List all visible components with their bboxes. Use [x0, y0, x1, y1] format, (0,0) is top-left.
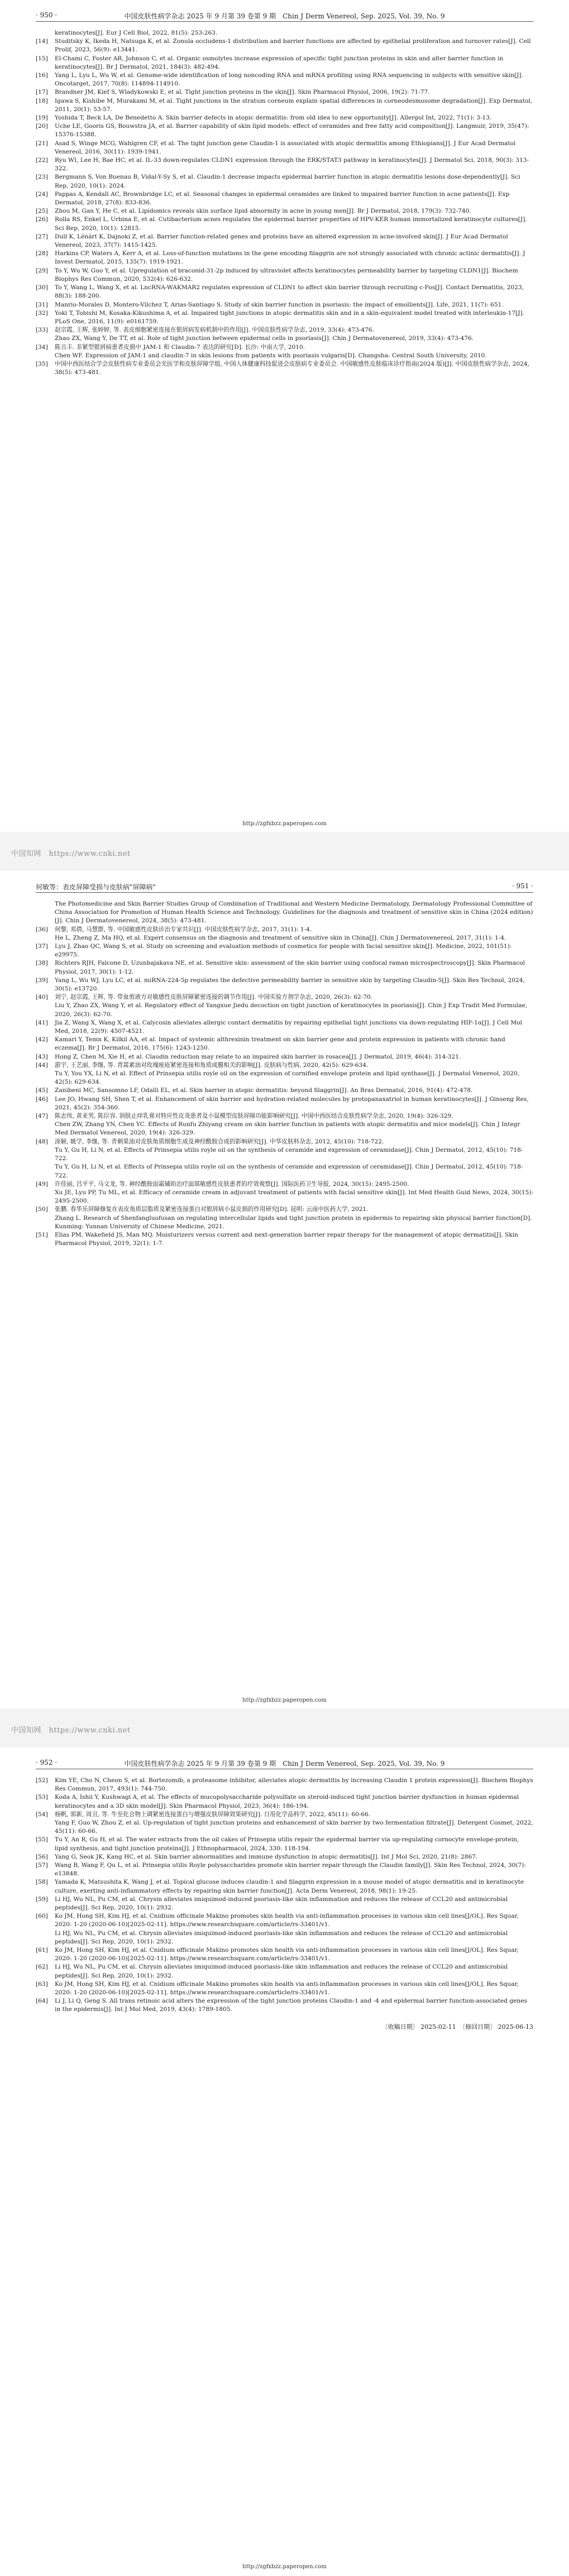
reference-entry: [36, 173, 533, 190]
reference-number: [33]: [36, 327, 48, 334]
running-header: [36, 1758, 533, 1769]
reference-number: [42]: [36, 1036, 48, 1043]
reference-number: [23]: [36, 174, 48, 181]
reference-entry: [36, 1205, 533, 1214]
reference-entry: [36, 190, 533, 207]
reference-text: 陈丑丰. 非紧型银屑病患者皮损中 JAM-1 和 Claudin-7 表达的研究[D]. 长沙: 中南大学, 2010.: [55, 343, 305, 351]
reference-entry: [36, 1053, 533, 1061]
reference-number: [27]: [36, 233, 48, 240]
reference-number: [54]: [36, 1811, 48, 1818]
reference-entry: [36, 900, 533, 926]
reference-text: 何黎, 邓倩, 马慧群, 等. 中国敏感性皮肤诊治专家共识[J]. 中国皮肤性病学杂志, 2017, 31(1): 1-4.: [55, 926, 312, 933]
reference-text: 张鹏. 春华乐屏障修复在表皮角质层脂质及紧密连接蛋白对银屑病小鼠皮损的作用研究[D]. 昆明: 云南中医药大学, 2021.: [55, 1206, 369, 1213]
reference-text: Bergmann S, Von Buenau B, Vidal-Y-Sy S, et al. Claudin-1 decrease impacts epidermal barrier function in atopic dermatitis lesions dose-dependently[J]. Sci Rep, 2020, 10(1): 2024.: [55, 174, 520, 189]
reference-entry: [36, 1070, 533, 1086]
reference-number: [47]: [36, 1113, 48, 1120]
reference-entry: [36, 1946, 533, 1963]
reference-entry: [36, 942, 533, 959]
reference-number: [55]: [36, 1836, 48, 1844]
reference-number: [24]: [36, 190, 48, 198]
reference-number: [36]: [36, 926, 48, 933]
reference-entry: [36, 1836, 533, 1852]
reference-text: El-Chami C, Foster AR, Johnson C, et al. Organic osmolytes increase expression of specific tight junction proteins in skin and alter barrier function in keratinocytes[J]. Br J Dermatol, 2021, 184(3): 482-494.: [55, 55, 504, 70]
reference-list: [36, 29, 533, 377]
reference-entry: [36, 1912, 533, 1929]
running-header: [36, 881, 533, 893]
reference-text: Lyu J, Zhao QC, Wang S, et al. Study on screening and evaluation methods of cosmetics for people with facial sensitive skin[J]. Medicine, 2022, 101(51): e29975.: [55, 943, 512, 959]
reference-number: [64]: [36, 1998, 48, 2005]
reference-text: Ko JM, Hong SH, Kim HJ, et al. Cnidium officinale Makino promotes skin health via anti-inflammation processes in various skin cell lines[J/OL]. Res Squar, 2020: 1-20 (2020-06-10)[2025-02-11]. https://www.researchsquare.com/article/rs-33401/v1.: [55, 1980, 519, 1996]
reference-entry: [36, 88, 533, 97]
reference-text: Yang L, Lyu L, Wu W, et al. Genome-wide identification of long noncoding RNA and mRNA profiling using RNA sequencing in subjects with sensitive skin[J]. Oncotarget, 2017, 70(8): 114894-114910.: [55, 72, 523, 88]
reference-entry: [36, 97, 533, 114]
reference-entry: [36, 309, 533, 326]
reference-entry: [36, 1146, 533, 1163]
reference-number: [53]: [36, 1794, 48, 1801]
reference-text: Pappas A, Kendall AC, Brownbridge LC, et al. Seasonal changes in epidermal ceramides are linked to impaired barrier function in acne patients[J]. Exp Dermatol, 2018, 27(8): 833-836.: [55, 190, 510, 207]
reference-text: Zanibeni MC, Sansomno LF, Odalli EL, et al. Skin barrier in atopic dermatitis: beyond filaggrin[J]. An Bras Dermatol, 2016, 91(4): 472-478.: [55, 1087, 473, 1094]
reference-entry: [36, 959, 533, 976]
reference-number: [62]: [36, 1964, 48, 1971]
reference-text: He L, Zheng Z, Ma HQ, et al. Expert consensus on the diagnosis and treatment of sensitive skin in China[J]. Chin J Dermatovenereol, 2017, 31(1): 1-4.: [55, 934, 506, 941]
reference-entry: [36, 207, 533, 216]
reference-text: Yang L, Wu WJ, Lyu LC, et al. miRNA-224-5p regulates the defective permeability barrier in sensitive skin by targeting Claudin-5[J]. Skin Res Technol, 2024, 30(5): e13720.: [55, 976, 525, 993]
reference-number: [38]: [36, 960, 48, 967]
reference-number: [44]: [36, 1061, 48, 1069]
reference-entry: [36, 216, 533, 232]
reference-text: Koda A, Ishii Y, Kushwagi A, et al. The effects of mucopolysaccharide polysulfate on steroid-induced tight junction barrier dysfunction in human epidermal keratinocytes and a 3D skin model[J]. Skin Pharmacol Physiol, 2023, 36(4): 186-194.: [55, 1794, 519, 1809]
page-gap: [0, 1708, 569, 1747]
reference-entry: [36, 352, 533, 360]
reference-entry: [36, 360, 533, 377]
reference-text: Kamari Y, Temn K, Kilkil AA, et al. Impact of systemic althrexinin treatment on skin barrier gene and protein expression in patients with chronic hand eczema[J]. Br J Dermatol, 2016, 175(6): 1243-1250.: [55, 1036, 505, 1052]
reference-number: [52]: [36, 1777, 48, 1784]
reference-text: Tu Y, Gu H, Li N, et al. Effects of Prinsepia utilis royle oil on the synthesis of ceramide and expression of ceramidase[J]. Chin J Dermatol, 2012, 45(10): 718-722.: [55, 1163, 523, 1179]
reference-number: [20]: [36, 123, 48, 130]
reference-text: To Y, Wu W, Guo Y, et al. Upregulation of braconid-31-2p induced by ultraviolet affects keratinocytes permeability barrier by targeting CLDN1[J]. Biochem Biophys Res Commun, 2020, 532(4): 626-632.: [55, 267, 518, 283]
reference-number: [40]: [36, 994, 48, 1001]
reference-entry: [36, 1061, 533, 1070]
page-952: [0, 1747, 569, 2576]
reference-text: Manrio-Morales D, Montero-Vilchez T, Arias-Santiago S. Study of skin barrier function in psoriasis: the impact of emollients[J]. Life, 2021, 11(7): 651.: [55, 301, 504, 308]
reference-text: Studitsky K, Ikeda H, Natsuga K, et al. Zonula occludens-1 distribution and barrier functions are affected by epithelial proliferation and turnover rates[J]. Cell Prolif, 2023, 56(9): e13441.: [55, 38, 531, 54]
reference-number: [17]: [36, 89, 48, 96]
reference-text: Tu Y, An R, Gu H, et al. The water extracts from the oil cakes of Prinsepia utilis repair the epidermal barrier via up-regulating cornocyte envelope-protein, lipid synthesis, and tight junction proteins[J]. J Ethnopharmacol, 2024, 330: 118-194.: [55, 1836, 519, 1852]
reference-entry: [36, 122, 533, 139]
reference-entry: [36, 1019, 533, 1036]
reference-text: Li HJ, Wu NL, Pu CM, et al. Chrysin alleviates imiquimod-induced psoriasis-like skin inflammation and reduces the release of CCL20 and antimicrobial peptides[J]. Sci Rep, 2020, 10(1): 2932.: [55, 1895, 508, 1912]
reference-text: The Photomedicine and Skin Barrier Studies Group of Combination of Traditional and Western Medicine Dermatology, Dermatology Professional Committee of China Association for Promotion of Human Health Science and Technology. Guidelines for the diagnosis and treatment of sensitive skin in China (2024 edition)[J]. Chin J Dermatovenereol, 2024, 38(5): 473-481.: [55, 901, 533, 925]
reference-text: Yang G, Seok JK, Kang HC, et al. Skin barrier abnormalities and immune dysfunction in atopic dermatitis[J]. Int J Mol Sci, 2020, 21(8): 2867.: [55, 1853, 478, 1860]
reference-entry: [36, 250, 533, 266]
reference-number: [39]: [36, 976, 48, 984]
reference-text: keratinocytes[J]. Eur J Cell Biol, 2022, 81(5): 253-263.: [55, 30, 218, 36]
reference-number: [37]: [36, 943, 48, 950]
reference-entry: [36, 1777, 533, 1793]
reference-number: [59]: [36, 1895, 48, 1903]
reference-entry: [36, 29, 533, 37]
reference-number: [16]: [36, 72, 48, 79]
reference-entry: [36, 1002, 533, 1018]
reference-number: [61]: [36, 1947, 48, 1954]
reference-entry: [36, 934, 533, 942]
reference-text: Chen WF. Expression of JAM-1 and claudin-7 in skin lesions from patients with psoriasis vulgaris[D]. Changsha: Central South University, 2010.: [55, 352, 487, 359]
reference-number: [25]: [36, 208, 48, 215]
reference-text: Tu Y, You YX, Li N, et al. Effect of Prinsepia utilis royle oil on the expression of cornified envelope protein and lipid synthase[J]. J Dermatol Venereol, 2020, 42(5): 629-634.: [55, 1070, 520, 1086]
reference-entry: [36, 334, 533, 343]
reference-entry: [36, 1895, 533, 1912]
reference-number: [26]: [36, 216, 48, 223]
reference-text: Ko JM, Hong SH, Kim HJ, et al. Cnidium officinale Makino promotes skin health via anti-inflammation processes in various skin cell lines[J/OL]. Res Squar, 2020: 1-20 (2020-06-10)[2025-02-11]. https://www.researchsquare.com/article/rs-33401/v1.: [55, 1947, 519, 1962]
reference-entry: [36, 976, 533, 993]
reference-text: Igawa S, Kishibe M, Murakami M, et al. Tight junctions in the stratum corneum explain spatial differences in corneodesmosome degradation[J]. Exp Dermatol, 2011, 20(1): 53-57.: [55, 97, 533, 113]
reference-text: Hong Z, Chen M, Xie H, et al. Claudin reduction may relate to an impaired skin barrier in rosacea[J]. J Dermatol, 2019, 46(4): 314-321.: [55, 1053, 461, 1060]
reference-list: [36, 1777, 533, 2014]
reference-number: [48]: [36, 1138, 48, 1145]
reference-text: 陈志伟, 黄亚男, 陈臣容. 润肤止痒乳膏对特应性皮炎患者及小鼠模型皮肤屏障功能影响研究[J]. 中国中西医结合皮肤性病学杂志, 2020, 19(4): 326-329.: [55, 1113, 453, 1120]
reference-text: Zhao ZX, Wang Y, De TT, et al. Role of tight junction between epidermal cells in psoriasis[J]. Chin J Dermatovenereol, 2019, 33(4): 473-476.: [55, 335, 474, 342]
reference-entry: [36, 343, 533, 352]
reference-text: Li HJ, Wu NL, Pu CM, et al. Chrysin alleviates imiquimod-induced psoriasis-like skin inflammation and reduces the release of CCL20 and antimicrobial peptides[J]. Sci Rep, 2020, 10(1): 2932.: [55, 1964, 508, 1979]
reference-entry: [36, 1121, 533, 1137]
reference-text: Yamada K, Matsushita K, Wang J, et al. Topical glucose induces claudin-1 and filaggrin expression in a mouse model of atopic dermatitis and in keratinocyte culture, exerting anti-inflammatory effects by repairing skin barrier function[J]. Acta Derm Venereol, 2018, 98(1): 19-25.: [55, 1879, 524, 1894]
reference-text: Zhang L. Research of Shenfangluofusan on regulating intercellular lipids and tight junction protein in epidermis to repairing skin physical barrier function[D]. Kunming: Yunnan University of Chinese Medicine, 2021.: [55, 1214, 532, 1230]
reference-text: Liu Y, Zhao ZX, Wang Y, et al. Regulatory effect of Yangxue Jiedu decoction on tight junction of keratinocytes in psoriasis[J]. Chin J Exp Tradit Med Formulae, 2020, 26(3): 62-70.: [55, 1002, 528, 1018]
reference-entry: [36, 71, 533, 88]
reference-text: 赵宗霞, 王辉, 张婷婷, 等. 表皮细胞紧密连接在银屑病发病机制中的作用[J]. 中国皮肤性病学杂志, 2019, 33(4): 473-476.: [55, 327, 374, 334]
reference-entry: [36, 926, 533, 934]
cnki-watermark: 中国知网 https://www.cnki.net: [11, 850, 131, 858]
reference-entry: [36, 1231, 533, 1248]
reference-text: Lee JO, Hwang SH, Shen T, et al. Enhancement of skin barrier and hydration-related molecules by protopanaxatriol in human keratinocytes[J]. J Ginseng Res, 2021, 45(2): 354-360.: [55, 1095, 529, 1111]
reference-entry: [36, 267, 533, 284]
reference-text: To Y, Wang L, Wang X, et al. LncRNA-WAKMAR2 regulates expression of CLDN1 to affect skin barrier through recruiting c-Fos[J]. Contact Dermatitis, 2023, 88(3): 188-200.: [55, 284, 524, 300]
reference-entry: [36, 1929, 533, 1946]
reference-number: [58]: [36, 1879, 48, 1886]
reference-text: 杨帆, 郭新, 周丑, 等. 牛至化合物上调紧密连接蛋白与增强皮肤屏障效果研究[J]. 日用化学品科学, 2022, 45(11): 60-66.: [55, 1811, 371, 1818]
reference-entry: [36, 156, 533, 173]
received-revised-dates: 〔收稿日期〕 2025-02-11 〔修回日期〕 2025-06-13: [381, 2023, 533, 2031]
reference-number: [30]: [36, 284, 48, 291]
reference-entry: [36, 1980, 533, 1997]
reference-number: [51]: [36, 1231, 48, 1238]
reference-number: [49]: [36, 1180, 48, 1188]
journal-title: 中国皮肤性病学杂志 2025 年 9 月第 39 卷第 9 期 Chin J Derm Venereol, Sep. 2025, Vol. 39, No. 9: [124, 12, 445, 20]
reference-text: 中国中西医结合学会皮肤性病专业委员会光医学和皮肤屏障学组, 中国人体健康科技促进会皮肤病专业委员会. 中国敏感性皮肤临床诊疗指南(2024 版)[J]. 中国皮肤性病学杂志, 2024, 38(5): 473-481.: [55, 360, 529, 376]
journal-title: 中国皮肤性病学杂志 2025 年 9 月第 39 卷第 9 期 Chin J Derm Venereol, Sep. 2025, Vol. 39, No. 9: [124, 1760, 445, 1768]
page-951: [0, 871, 569, 1708]
reference-text: Dull K, Lénárt K, Dajnoki Z, et al. Barrier function-related genes and proteins have an altered expression in acne-involved skin[J]. J Eur Acad Dermatol Venereol, 2023, 37(7): 1415-1425.: [55, 233, 508, 249]
reference-entry: [36, 1163, 533, 1180]
reference-number: [15]: [36, 55, 48, 62]
reference-text: Li J, Li Q, Geng S. All trans retinoic acid alters the expression of the tight junction proteins Claudin-1 and -4 and epidermal barrier function-associated genes in the epidermis[J]. Int J Mol Med, 2019, 43(4): 1789-1805.: [55, 1998, 527, 2013]
reference-entry: [36, 326, 533, 334]
footer-url[interactable]: http://zgfxbzz.paperopen.com: [242, 821, 327, 827]
reference-entry: [36, 1853, 533, 1861]
reference-entry: [36, 55, 533, 71]
reference-number: [28]: [36, 250, 48, 257]
reference-number: [50]: [36, 1206, 48, 1213]
reference-text: Xu JE, Lyu PP, Tu ML, et al. Efficacy of ceramide cream in adjuvant treatment of patients with facial sensitive skin[J]. Int Med Health Guid News, 2024, 30(15): 2495-2500.: [55, 1189, 533, 1205]
reference-entry: [36, 1189, 533, 1205]
reference-number: [34]: [36, 343, 48, 351]
reference-number: [21]: [36, 140, 48, 147]
reference-number: [41]: [36, 1019, 48, 1026]
page-gap: [0, 832, 569, 871]
reference-number: [46]: [36, 1095, 48, 1103]
reference-text: Asad S, Winge MCG, Wahlgren CF, et al. The tight junction gene Claudin-1 is associated with atopic dermatitis among Ethiopians[J]. J Eur Acad Dermatol Venereol, 2016, 30(11): 1939-1941.: [55, 140, 516, 155]
reference-text: Richters RJH, Falcone D, Uzunbajakava NE, et al. Sensitive skin: assessment of the skin barrier using confocal raman microspectroscopy[J]. Skin Pharmacol Physiol, 2017, 30(1): 1-12.: [55, 960, 525, 975]
reference-text: 游宇, 王艺丽, 李继, 等. 青蒿素油对玫瑰痤疮紧密连接和角质成膜相关的影响[J]. 皮肤病与性病, 2020, 42(5): 629-634.: [55, 1061, 369, 1069]
reference-number: [31]: [36, 301, 48, 308]
reference-text: Li HJ, Wu NL, Pu CM, et al. Chrysin alleviates imiquimod-induced psoriasis-like skin inflammation and reduces the release of CCL20 and antimicrobial peptides[J]. Sci Rep, 2020, 10(1): 2932.: [55, 1929, 508, 1945]
reference-entry: [36, 140, 533, 156]
page-number: · 952 ·: [36, 1759, 58, 1766]
reference-number: [32]: [36, 309, 48, 317]
reference-list: [36, 900, 533, 1248]
footer-url[interactable]: http://zgfxbzz.paperopen.com: [242, 1697, 327, 1703]
reference-entry: [36, 1861, 533, 1878]
reference-text: Ryu WI, Lee H, Bae HC, et al. IL-33 down-regulates CLDN1 expression through the ERK/STAT3 pathway in keratinocytes[J]. J Dermatol Sci, 2018, 90(3): 313-322.: [55, 157, 529, 173]
reference-number: [35]: [36, 360, 48, 367]
reference-number: [60]: [36, 1913, 48, 1920]
reference-number: [56]: [36, 1853, 48, 1860]
reference-entry: [36, 1819, 533, 1836]
reference-entry: [36, 1811, 533, 1819]
reference-text: 涂颖, 姚学, 李继, 等. 青刺果油对皮肤角质细胞生成及神经酰胺合成的影响研究[J]. 中华皮肤科杂志, 2012, 45(10): 718-722.: [55, 1138, 384, 1145]
reference-entry: [36, 1963, 533, 1980]
reference-entry: [36, 37, 533, 54]
reference-text: Elias PM, Wakefield JS, Man MQ. Moisturizers versus current and next-generation barrier repair therapy for the management of atopic dermatitis[J]. Skin Pharmacol Physiol, 2019, 32(1): 1-7.: [55, 1231, 518, 1247]
reference-entry: [36, 1086, 533, 1095]
reference-text: 刘宁, 赵宗霞, 王辉, 等. 带血剪液方对敏感性皮肤屏障紧密连接的调节作用[J]. 中国实验方剂学杂志, 2020, 26(3): 62-70.: [55, 994, 373, 1001]
reference-number: [63]: [36, 1980, 48, 1988]
reference-text: Brandner JM, Kief S, Wladykowski E, et al. Tight junction proteins in the skin[J]. Skin Pharmacol Physiol, 2006, 19(2): 71-77.: [55, 89, 430, 96]
reference-text: 许佳丽, 吕平平, 马文龙, 等. 神经酰胺面霜辅助治疗面部敏感性皮肤患者的疗效观察[J]. 国际医药卫生导报, 2024, 30(15): 2495-2500.: [55, 1180, 409, 1188]
reference-entry: [36, 1036, 533, 1052]
reference-text: Jia Z, Wang X, Wang X, et al. Calycosin alleviates allergic contact dermatitis by repairing epithelial tight junctions via down-regulating HIF-1α[J]. J Cell Mol Med, 2018, 22(9): 4507-4521.: [55, 1019, 522, 1035]
reference-text: Harkins CP, Waters A, Kerr A, et al. Loss-of-function mutations in the gene encoding filaggrin are not strongly associated with chronic actinic dermatitis[J]. J Invest Dermatol, 2015, 135(7): 1919-1921.: [55, 250, 525, 266]
cnki-watermark: 中国知网 https://www.cnki.net: [11, 1726, 131, 1735]
page-number: · 950 ·: [36, 11, 58, 19]
reference-text: Wang B, Wang F, Qu L, et al. Prinsepia utilis Royle polysaccharides promote skin barrier repair through the Claudin family[J]. Skin Res Technol, 2024, 30(7): e13848.: [55, 1862, 526, 1878]
reference-text: Yang F, Guo W, Zhou Z, et al. Up-regulation of tight junction proteins and enhancement of skin barrier by two fermentation filtrate[J]. Detergent Cosmet, 2022, 45(11): 60-66.: [55, 1820, 533, 1835]
reference-number: [45]: [36, 1087, 48, 1094]
reference-number: [57]: [36, 1862, 48, 1869]
reference-text: Ko JM, Hong SH, Kim HJ, et al. Cnidium officinale Makino promotes skin health via anti-inflammation processes in various skin cell lines[J/OL]. Res Squar, 2020: 1-20 (2020-06-10)[2025-02-11]. https://www.researchsquare.com/article/rs-33401/v1.: [55, 1913, 519, 1928]
page-950: [0, 0, 569, 832]
reference-number: [14]: [36, 38, 48, 45]
reference-entry: [36, 1180, 533, 1189]
article-short-title: 何敏等：表皮屏障受损与皮肤病"屏障病": [36, 883, 156, 891]
reference-entry: [36, 1112, 533, 1121]
reference-entry: [36, 284, 533, 300]
reference-text: Kim YE, Cho N, Cheon S, et al. Bortezomib, a proteasome inhibitor, alleviates atopic dermatitis by increasing Claudin 1 protein expression[J]. Biochem Biophys Res Commun, 2017, 493(1): 744-750.: [55, 1777, 533, 1793]
reference-entry: [36, 301, 533, 309]
reference-entry: [36, 233, 533, 250]
reference-number: [29]: [36, 267, 48, 274]
reference-entry: [36, 1878, 533, 1895]
reference-number: [43]: [36, 1053, 48, 1060]
reference-entry: [36, 114, 533, 122]
reference-entry: [36, 1138, 533, 1146]
reference-entry: [36, 993, 533, 1002]
reference-text: Yoki T, Tobishi M, Kosaka-Kikushima A, et al. Impaired tight junctions in atopic dermatitis skin and in a skin-equivalent model treated with interleukin-17[J]. PLoS One, 2016, 11(9): e0161759.: [55, 309, 524, 325]
page-number: · 951 ·: [511, 882, 533, 890]
reference-number: [19]: [36, 114, 48, 122]
reference-text: Uche LE, Gooris GS, Bouwstra JA, et al. Barrier capability of skin lipid models: effect of ceramides and free fatty acid composition[J]. Langmuir, 2019, 35(47): 15376-15388.: [55, 123, 529, 138]
reference-entry: [36, 1793, 533, 1810]
running-header: [36, 10, 533, 22]
reference-text: Tu Y, Gu H, Li N, et al. Effects of Prinsepia utilis royle oil on the synthesis of ceramide and expression of ceramidase[J]. Chin J Dermatol, 2012, 45(10): 718-722.: [55, 1146, 523, 1162]
footer-url[interactable]: http://zgfxbzz.paperopen.com: [242, 2564, 327, 2570]
reference-text: Yoshida T, Beck LA, De Benedetto A. Skin barrier defects in atopic dermatitis: from old idea to new opportunity[J]. Allergol Int, 2022, 71(1): 3-13.: [55, 114, 492, 122]
reference-number: [18]: [36, 97, 48, 104]
reference-entry: [36, 1095, 533, 1112]
reference-number: [22]: [36, 157, 48, 164]
reference-text: Chen ZW, Zhang YN, Chen YC. Effects of Runfu Zhiyang cream on skin barrier function in patients with atopic dermatitis and mice models[J]. Chin J Integr Med Dermatol Venereol, 2020, 19(4): 326-329.: [55, 1121, 520, 1137]
reference-entry: [36, 1214, 533, 1231]
reference-text: Zhou M, Gan Y, He C, et al. Lipidomics reveals skin surface lipid abnormity in acne in young men[J]. Br J Dermatol, 2018, 179(3): 732-740.: [55, 208, 471, 215]
reference-text: Rolla RS, Enkel L, Urbina E, et al. Cutibacterium acnes regulates the epidermal barrier properties of HPV-KER human immortalized keratinocyte cultures[J]. Sci Rep, 2020, 10(1): 12815.: [55, 216, 527, 232]
reference-entry: [36, 1997, 533, 2014]
